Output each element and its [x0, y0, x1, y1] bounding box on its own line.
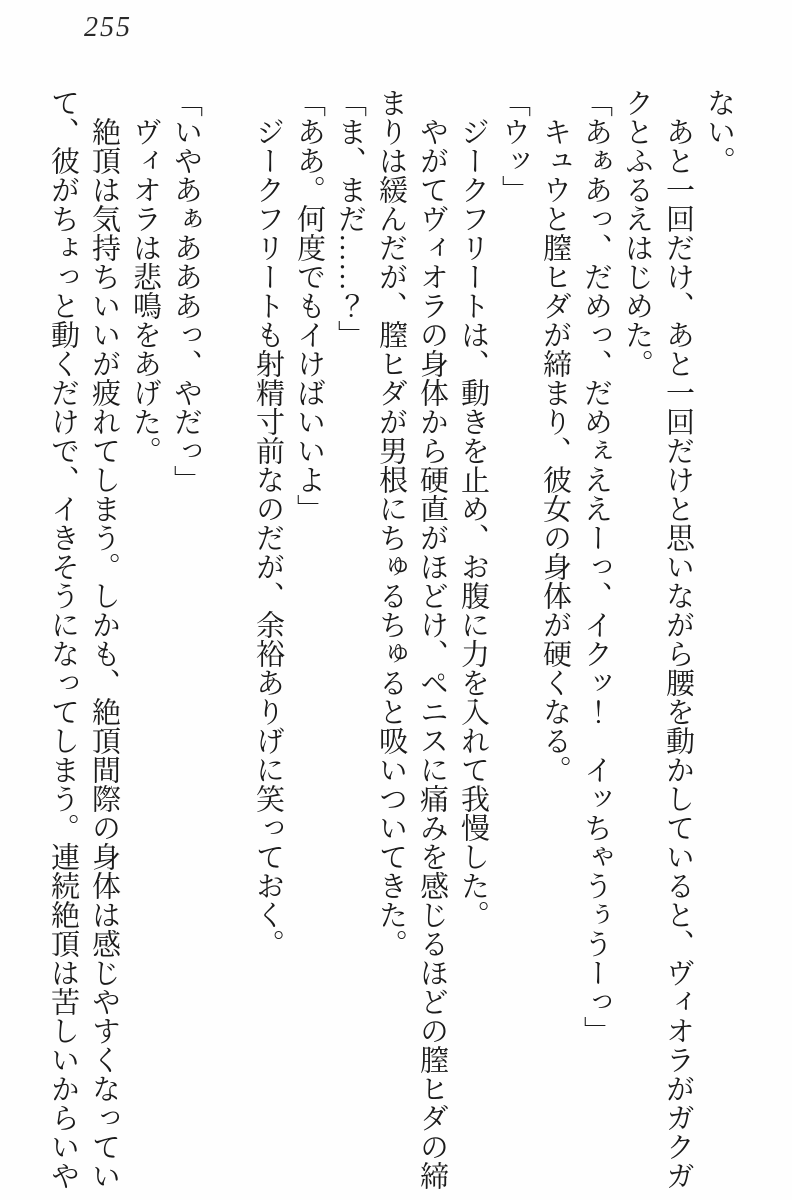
text-line: キュウと膣ヒダが締まり、彼女の身体が硬くなる。 — [539, 117, 571, 784]
text-line: クとふるえはじめた。 — [621, 88, 653, 378]
dialogue-line: 「ウッ」 — [498, 88, 530, 204]
text-line: ない。 — [703, 88, 735, 175]
text-line: ヴィオラは悲鳴をあげた。 — [129, 117, 161, 465]
text-line: やがてヴィオラの身体から硬直がほどけ、ペニスに痛みを感じるほどの膣ヒダの締 — [416, 117, 448, 1190]
text-line: 絶頂は気持ちいいが疲れてしまう。しかも、絶頂間際の身体は感じやすくなってい — [88, 117, 120, 1190]
dialogue-line: 「ま、まだ……？」 — [334, 88, 366, 349]
text-line: て、彼がちょっと動くだけで、イきそうになってしまう。連続絶頂は苦しいからいや — [47, 88, 79, 1190]
dialogue-line: 「いやあぁあああっ、やだっ」 — [170, 88, 202, 494]
dialogue-line: 「ああ。何度でもイけばいいよ」 — [293, 88, 325, 523]
dialogue-line: 「あぁあっ、だめっ、だめぇええーっ、イクッ！ イッちゃうぅうーっ」 — [580, 88, 612, 1045]
text-line: あと一回だけ、あと一回だけと思いながら腰を動かしていると、ヴィオラがガクガ — [662, 117, 694, 1190]
text-line: ジークフリートは、動きを止め、お腹に力を入れて我慢した。 — [457, 117, 489, 929]
blank-line — [206, 88, 247, 1194]
text-line: ジークフリートも射精寸前なのだが、余裕ありげに笑っておく。 — [252, 117, 284, 958]
page-number: 255 — [84, 12, 132, 43]
text-block — [41, 88, 739, 1194]
text-line: まりは緩んだが、膣ヒダが男根にちゅるちゅると吸いついてきた。 — [375, 88, 407, 958]
